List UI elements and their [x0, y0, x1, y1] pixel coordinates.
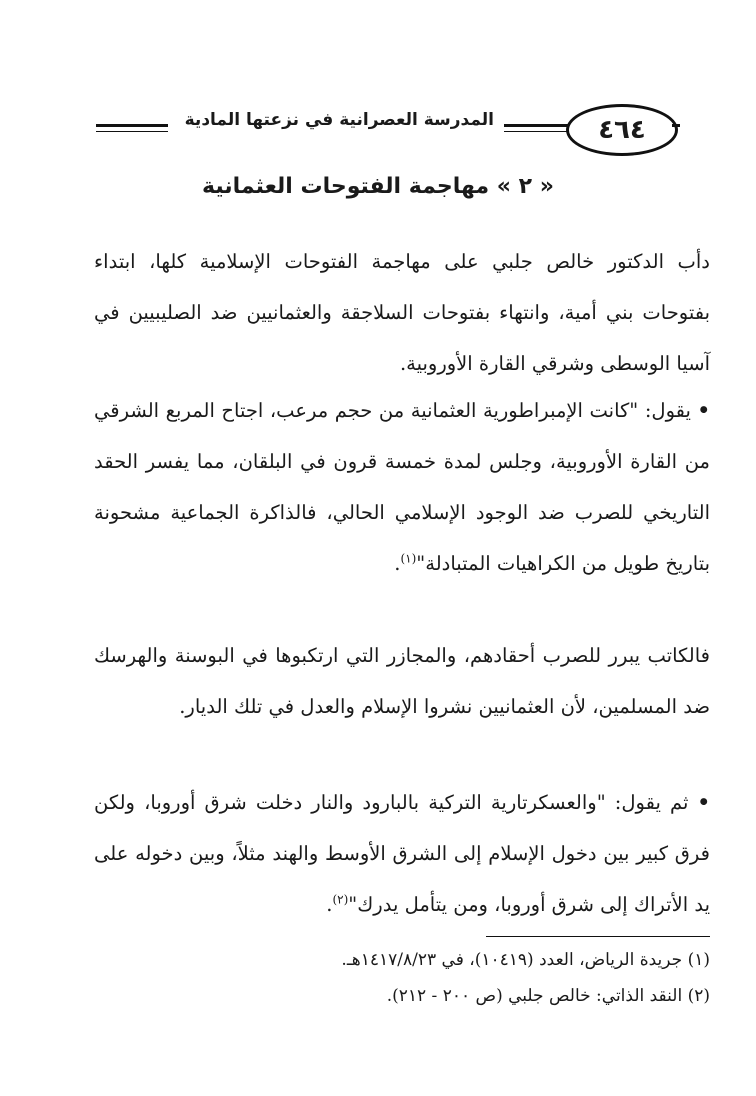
running-title: المدرسة العصرانية في نزعتها المادية: [184, 110, 494, 130]
footnote-divider: [486, 936, 710, 937]
footnote-1: (١) جريدة الرياض، العدد (١٠٤١٩)، في ١٤١٧/٨/٢٣هـ.: [341, 950, 710, 970]
paragraph-4: • ثم يقول: "والعسكرتارية التركية بالبارود والنار دخلت شرق أوروبا، ولكن فرق كبير بين دخول الإسلام إلى الشرق الأوسط والهند مثلاً، وبين دخوله على يد الأتراك إلى شرق أوروبا، ومن يتأمل يدرك"$^{(٢)}$.: [94, 791, 710, 916]
footnote-2: (٢) النقد الذاتي: خالص جلبي (ص ٢٠٠ - ٢١٢).: [386, 986, 710, 1006]
page-number-badge: [566, 104, 678, 156]
paragraph-text: دأب الدكتور خالص جلبي على مهاجمة الفتوحات الإسلامية كلها، ابتداء بفتوحات بني أمية، وانتهاء بفتوحات السلاجقة والعثمانيين ضد الصليبيين في آسيا الوسطى وشرقي القارة الأوروبية.: [94, 250, 710, 375]
footnote-ref: (١): [400, 551, 417, 566]
paragraph-text: فالكاتب يبرر للصرب أحقادهم، والمجازر التي ارتكبوها في البوسنة والهرسك ضد المسلمين، لأن العثمانيين نشروا الإسلام والعدل في تلك الديار.: [94, 644, 710, 718]
header-rule-left: [96, 124, 168, 127]
footnote-ref: (٢): [332, 892, 349, 907]
header-rule-left-thin: [96, 131, 168, 132]
bullet-marker: •: [697, 399, 710, 422]
paragraph-text: ثم يقول: "والعسكرتارية التركية بالبارود والنار دخلت شرق أوروبا، ولكن فرق كبير بين دخول الإسلام إلى الشرق الأوسط والهند مثلاً، وبين دخوله على يد الأتراك إلى شرق أوروبا، ومن يتأمل يدرك": [94, 791, 710, 916]
footnotes: [94, 942, 710, 1014]
header-rule-middle: [504, 124, 568, 127]
paragraph-2: • يقول: "كانت الإمبراطورية العثمانية من حجم مرعب، اجتاح المربع الشرقي من القارة الأوروبية، وجلس لمدة خمسة قرون في البلقان، مما يفسر الحقد التاريخي للصرب ضد الوجود الإسلامي الحالي، فالذاكرة الجماعية مشحونة بتاريخ طويل من الكراهيات المتبادلة"$^{(١)}$.: [94, 399, 710, 575]
paragraph-3: [94, 630, 710, 732]
page-number: ٤٦٤: [598, 115, 646, 145]
paragraph-1: [94, 236, 710, 389]
header-rule-middle-thin: [504, 131, 568, 132]
paragraph-text: يقول: "كانت الإمبراطورية العثمانية من حجم مرعب، اجتاح المربع الشرقي من القارة الأوروبية، وجلس لمدة خمسة قرون في البلقان، مما يفسر الحقد التاريخي للصرب ضد الوجود الإسلامي الحالي، فالذاكرة الجماعية مشحونة بتاريخ طويل من الكراهيات المتبادلة": [94, 399, 710, 575]
bullet-marker: •: [697, 791, 710, 814]
header-rule-right: [672, 124, 680, 127]
page-header: [96, 98, 676, 158]
section-title: « ٢ » مهاجمة الفتوحات العثمانية: [202, 174, 554, 199]
